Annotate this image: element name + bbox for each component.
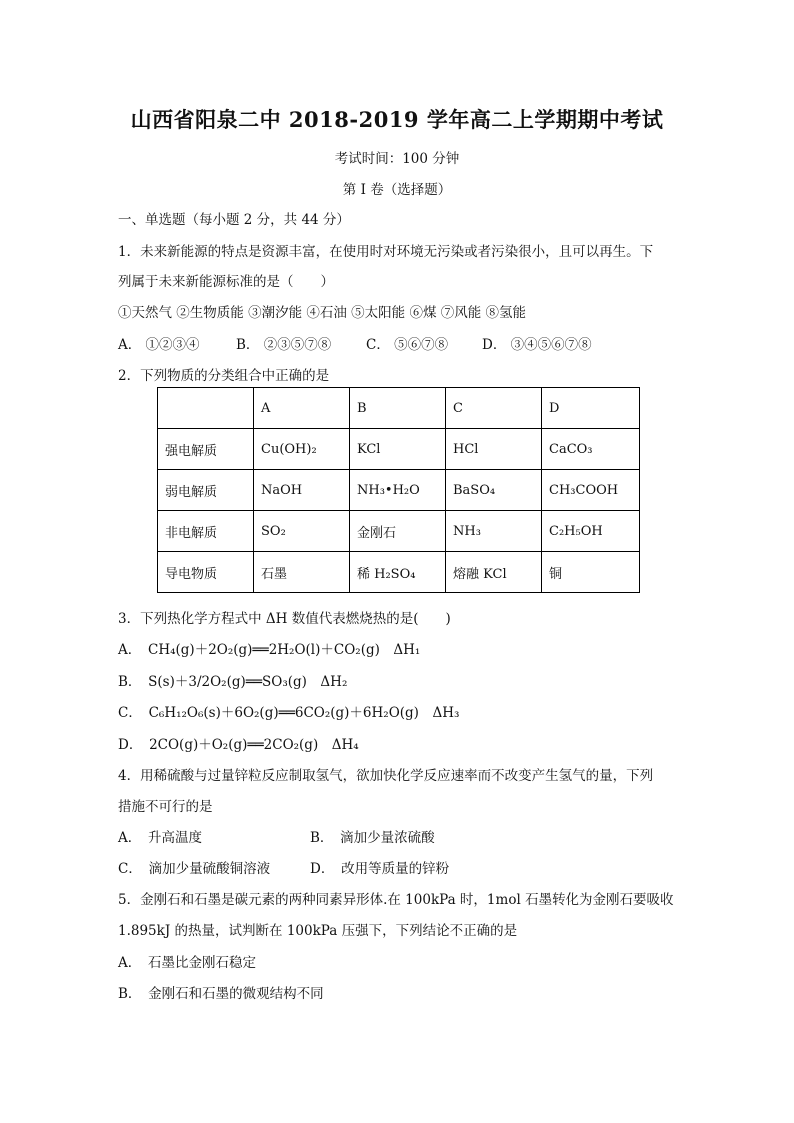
q4-stem-line2: 措施不可行的是: [118, 799, 213, 815]
table-cell: NH₃: [446, 511, 542, 552]
table-cell: 金刚石: [350, 511, 446, 552]
table-row: [158, 429, 640, 470]
q2-stem: 2．下列物质的分类组合中正确的是: [118, 368, 330, 384]
page-title: 山西省阳泉二中 2018-2019 学年高二上学期期中考试: [130, 107, 664, 132]
table-cell: BaSO₄: [446, 470, 542, 511]
table-header-cell: [158, 388, 254, 429]
table-row: [158, 552, 640, 593]
table-cell: KCl: [350, 429, 446, 470]
q1-options: [118, 333, 592, 353]
table-cell: NaOH: [254, 470, 350, 511]
q4-options-row1: [118, 826, 435, 846]
table-header-cell: B: [350, 388, 446, 429]
table-header-row: [158, 388, 640, 429]
q5-stem-line2: 1.895kJ 的热量，试判断在 100kPa 压强下，下列结论不正确的是: [118, 923, 518, 939]
q3-option-c: C． C₆H₁₂O₆(s)＋6O₂(g)══6CO₂(g)＋6H₂O(g) ΔH₃: [118, 705, 460, 721]
q4-options-row2: [118, 857, 449, 877]
table-header-cell: D: [542, 388, 640, 429]
q5-option-b: B． 金刚石和石墨的微观结构不同: [118, 986, 324, 1002]
q1-option-c: C． ⑤⑥⑦⑧: [366, 337, 449, 353]
table-row: [158, 470, 640, 511]
q4-option-c: C． 滴加少量硫酸铜溶液: [118, 861, 271, 877]
table-header-cell: C: [446, 388, 542, 429]
table-row: [158, 511, 640, 552]
q3-stem: 3．下列热化学方程式中 ΔH 数值代表燃烧热的是( ): [118, 611, 451, 627]
q3-option-d: D． 2CO(g)＋O₂(g)══2CO₂(g) ΔH₄: [118, 737, 359, 753]
section-heading: 一、单选题（每小题 2 分，共 44 分）: [118, 212, 350, 228]
q4-option-d: D． 改用等质量的锌粉: [310, 861, 450, 877]
volume-heading: 第 I 卷（选择题）: [342, 182, 452, 198]
table-cell: C₂H₅OH: [542, 511, 640, 552]
table-cell: 铜: [542, 552, 640, 593]
table-cell: 稀 H₂SO₄: [350, 552, 446, 593]
table-cell: 石墨: [254, 552, 350, 593]
q5-option-a: A． 石墨比金刚石稳定: [118, 955, 256, 971]
table-header-cell: A: [254, 388, 350, 429]
table-cell: Cu(OH)₂: [254, 429, 350, 470]
q1-stem-line1: 1．未来新能源的特点是资源丰富，在使用时对环境无污染或者污染很小，且可以再生。下: [118, 244, 654, 260]
table-cell: 熔融 KCl: [446, 552, 542, 593]
q1-option-d: D． ③④⑤⑥⑦⑧: [482, 337, 592, 353]
q3-option-b: B． S(s)＋3/2O₂(g)══SO₃(g) ΔH₂: [118, 674, 348, 690]
q1-items: ①天然气 ②生物质能 ③潮汐能 ④石油 ⑤太阳能 ⑥煤 ⑦风能 ⑧氢能: [118, 305, 527, 321]
q4-option-a: A． 升高温度: [118, 830, 202, 846]
table-cell: HCl: [446, 429, 542, 470]
q5-stem-line1: 5．金刚石和石墨是碳元素的两种同素异形体.在 100kPa 时，1mol 石墨转化为金刚石要吸收: [118, 892, 674, 908]
table-cell: 弱电解质: [158, 470, 254, 511]
q1-stem-line2: 列属于未来新能源标准的是（ ）: [118, 274, 334, 290]
exam-time: 考试时间：100 分钟: [334, 151, 460, 167]
q4-stem-line1: 4．用稀硫酸与过量锌粒反应制取氢气，欲加快化学反应速率而不改变产生氢气的量，下列: [118, 768, 654, 784]
table-cell: NH₃•H₂O: [350, 470, 446, 511]
q3-option-a: A． CH₄(g)＋2O₂(g)══2H₂O(l)＋CO₂(g) ΔH₁: [118, 642, 421, 658]
classification-table: [157, 387, 640, 593]
q1-option-a: A． ①②③④: [118, 337, 200, 353]
table-cell: CH₃COOH: [542, 470, 640, 511]
table-cell: 强电解质: [158, 429, 254, 470]
table-cell: 非电解质: [158, 511, 254, 552]
q4-option-b: B． 滴加少量浓硫酸: [310, 830, 435, 846]
table-cell: CaCO₃: [542, 429, 640, 470]
table-cell: SO₂: [254, 511, 350, 552]
q1-option-b: B． ②③⑤⑦⑧: [236, 337, 332, 353]
table-cell: 导电物质: [158, 552, 254, 593]
